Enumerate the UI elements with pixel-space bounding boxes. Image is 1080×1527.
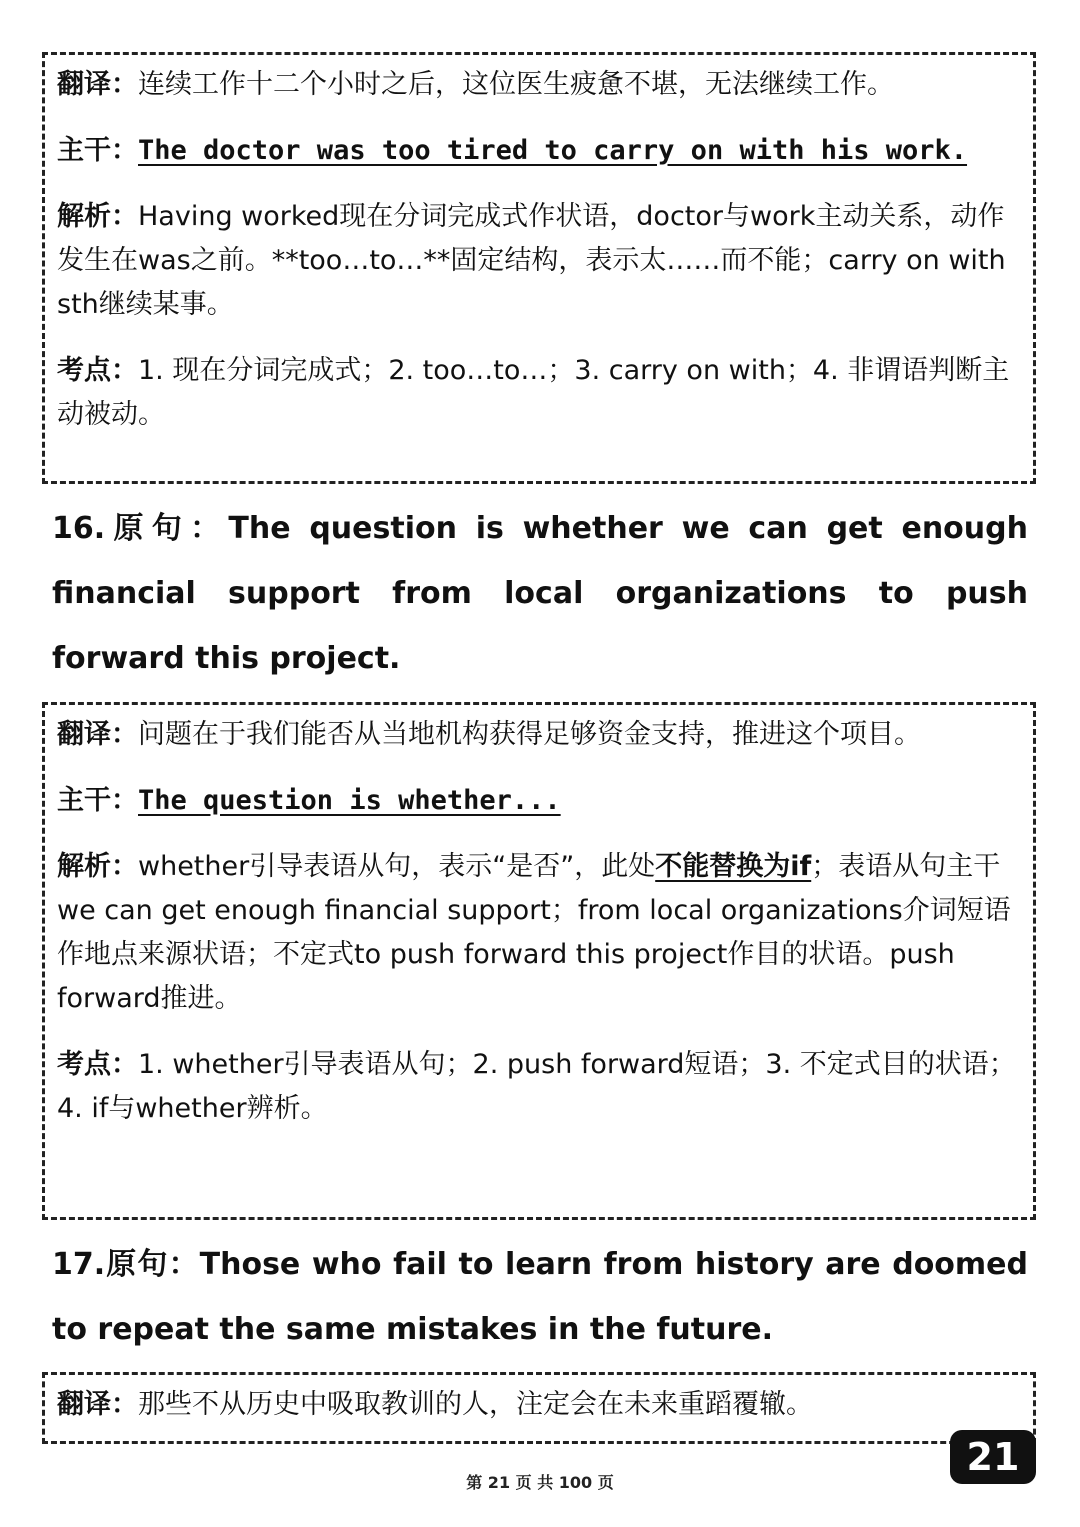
translation-label: 翻译：	[57, 69, 138, 100]
translation-row	[57, 63, 1023, 107]
analysis-row	[57, 845, 1023, 1021]
translation-text: 那些不从历史中吸取教训的人，注定会在未来重蹈覆辙。	[138, 1389, 813, 1420]
trunk-row	[57, 779, 1023, 823]
translation-text: 连续工作十二个小时之后，这位医生疲惫不堪，无法继续工作。	[138, 69, 894, 100]
analysis-box-16	[42, 702, 1036, 1220]
analysis-text-part1: whether引导表语从句，表示“是否”，此处	[138, 851, 656, 882]
analysis-label: 解析：	[57, 201, 138, 232]
page-footer: 第 21 页 共 100 页	[466, 1473, 614, 1492]
trunk-text: The question is whether...	[138, 785, 561, 816]
points-row	[57, 349, 1023, 437]
translation-text: 问题在于我们能否从当地机构获得足够资金支持，推进这个项目。	[138, 719, 921, 750]
trunk-label: 主干：	[57, 135, 138, 166]
analysis-box-17	[42, 1372, 1036, 1444]
sentence-text: The question is whether we can get enough financial support from local organizations to push forward this project.	[52, 511, 1028, 676]
translation-row	[57, 1383, 1023, 1427]
translation-label: 翻译：	[57, 1389, 138, 1420]
page-number-badge: 21	[950, 1430, 1036, 1484]
points-label: 考点：	[57, 355, 138, 386]
points-text: 1. whether引导表语从句；2. push forward短语；3. 不定式目的状语；4. if与whether辨析。	[57, 1049, 1016, 1124]
analysis-box-15	[42, 52, 1036, 484]
points-label: 考点：	[57, 1049, 138, 1080]
analysis-row	[57, 195, 1023, 327]
original-sentence-17	[52, 1232, 1028, 1362]
sentence-text: Those who fail to learn from history are doomed to repeat the same mistakes in the future.	[52, 1247, 1028, 1347]
translation-label: 翻译：	[57, 719, 138, 750]
sentence-label: 17.原句：	[52, 1247, 200, 1282]
analysis-text-part2: ；表语从句主干we can get enough financial support；from local organizations介词短语作地点来源状语；不定式to push forward this project作目的状语。push forward推进。	[57, 851, 1011, 1014]
original-sentence-16	[52, 496, 1028, 691]
points-row	[57, 1043, 1023, 1131]
analysis-label: 解析：	[57, 851, 138, 882]
trunk-row	[57, 129, 1023, 173]
trunk-label: 主干：	[57, 785, 138, 816]
analysis-text: Having worked现在分词完成式作状语，doctor与work主动关系，动作发生在was之前。**too…to…**固定结构，表示太……而不能；carry on with sth继续某事。	[57, 201, 1006, 320]
points-text: 1. 现在分词完成式；2. too…to…；3. carry on with；4. 非谓语判断主动被动。	[57, 355, 1010, 430]
trunk-text: The doctor was too tired to carry on with his work.	[138, 135, 968, 166]
sentence-label: 16.原句：	[52, 511, 229, 546]
analysis-underlined: 不能替换为if	[655, 851, 812, 882]
translation-row	[57, 713, 1023, 757]
